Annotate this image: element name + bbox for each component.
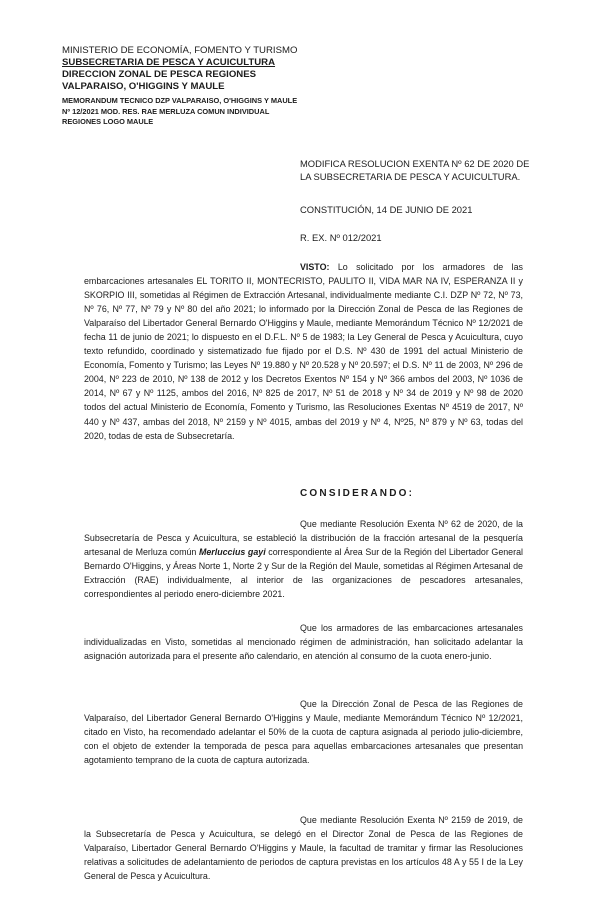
resolution-title (300, 157, 550, 183)
title-line-2: LA SUBSECRETARIA DE PESCA Y ACUICULTURA. (300, 171, 521, 182)
considerando-1-text-b: correspondiente al Área Sur de la Región del Libertador General Bernardo O'Higgins, y Áreas Norte 1, Norte 2 y Sur de la Región del Maule, sometidas al Régimen Artesanal de Extracción (RAE) individualmente, al interior de las organizaciones de pescadores artesanales, correspondientes al periodo enero-diciembre 2021. (84, 547, 523, 600)
subsecretaria-name: SUBSECRETARIA DE PESCA Y ACUICULTURA (62, 57, 276, 68)
considerando-paragraph-3: Que la Dirección Zonal de Pesca de las Regiones de Valparaíso, del Libertador General Bernardo O'Higgins y Maule, mediante Memorándum Técnico Nº 12/2021, citado en Visto, ha recomendado adelantar el 50% de la cuota de captura asignada al periodo julio-diciembre, con el objeto de extender la temporada de pesca para aquellas embarcaciones artesanales que presentan agotamiento temprano de la cuota de captura autorizada. (84, 699, 523, 766)
species-name: Merluccius gayi (198, 547, 266, 558)
considerando-heading: CONSIDERANDO: (300, 488, 415, 499)
regiones: VALPARAISO, O'HIGGINS Y MAULE (62, 81, 225, 92)
visto-text: Lo solicitado por los armadores de las embarcaciones artesanales EL TORITO II, MONTECRISTO, PAULITO II, VIDA MAR NA IV, ESPERANZA II y SKORPIO III, sometidas al Régimen de Extracción Artesanal, individualmente mediante C.I. DZP Nº 72, Nº 73, Nº 76, Nº 77, Nº 79 y Nº 80 del año 2021; lo informado por la Dirección Zonal de Pesca de las Regiones de Valparaíso del Libertador General Bernardo O'Higgins y Maule, mediante Memorándum Técnico Nº 12/2021 de fecha 11 de junio de 2021; lo dispuesto en el D.F.L. Nº 5 de 1983; la Ley General de Pesca y Acuicultura, cuyo texto refundido, coordinado y sistematizado fue fijado por el D.S. Nº 430 de 1991 del actual Ministerio de Economía, Fomento y Turismo; las Leyes Nº 19.880 y Nº 20.528 y Nº 20.597; el D.S. Nº 11 de 2003, Nº 296 de 2004, Nº 223 de 2010, Nº 138 de 2012 y los Decretos Exentos Nº 154 y Nº 366 ambos del 2003, Nº 1036 de 2014, Nº 67 y Nº 1125, ambos del 2016, Nº 825 de 2017, Nº 51 de 2018 y Nº 34 de 2019 y Nº 98 de 2020 todos del actual Ministerio de Economía, Fomento y Turismo, las Resoluciones Exentas Nº 4519 de 2017, Nº 440 y Nº 437, ambas del 2018, Nº 2159 y Nº 4015, ambas del 2019 y Nº 4, Nº25, Nº 879 y Nº 63, todas del 2020, todas de esta de Subsecretaría. (84, 262, 523, 441)
title-line-1: MODIFICA RESOLUCION EXENTA Nº 62 DE 2020 DE (300, 158, 530, 169)
visto-paragraph (84, 260, 523, 443)
date-line: CONSTITUCIÓN, 14 DE JUNIO DE 2021 (300, 204, 473, 215)
direccion-zonal: DIRECCION ZONAL DE PESCA REGIONES (62, 69, 257, 80)
considerando-paragraph-4: Que mediante Resolución Exenta Nº 2159 de 2019, de la Subsecretaría de Pesca y Acuicultura, se delegó en el Director Zonal de Pesca de las Regiones de Valparaíso, Libertador General Bernardo O'Higgins y Maule, la facultad de tramitar y firmar las Resoluciones relativas a solicitudes de adelantamiento de periodos de captura previstas en los artículos 48 A y 55 I de la Ley General de Pesca y Acuicultura. (84, 815, 523, 882)
considerando-paragraph-2: Que los armadores de las embarcaciones artesanales individualizadas en Visto, sometidas al mencionado régimen de administración, han solicitado adelantar la asignación autorizada para el presente año calendario, en atención al consumo de la cuota enero-junio. (84, 623, 523, 662)
resolution-number: R. EX. Nº 012/2021 (300, 232, 382, 243)
ministry-name: MINISTERIO DE ECONOMÍA, FOMENTO Y TURISMO (62, 45, 298, 56)
letterhead (62, 45, 322, 128)
memo-reference-2: Nº 12/2021 MOD. RES. RAE MERLUZA COMUN INDIVIDUAL (62, 106, 270, 116)
visto-label: VISTO: (300, 262, 330, 272)
considerando-paragraph-1 (84, 517, 523, 601)
memo-reference-3: REGIONES LOGO MAULE (62, 117, 154, 126)
memo-reference-1: MEMORANDUM TECNICO DZP VALPARAISO, O'HIGGINS Y MAULE (62, 96, 298, 105)
considerando-1-text-a: Que mediante Resolución Exenta Nº 62 de 2020, de la Subsecretaría de Pesca y Acuicultura, se estableció la distribución de la fracción artesanal de la pesquería artesanal de Merluza común (84, 519, 523, 558)
